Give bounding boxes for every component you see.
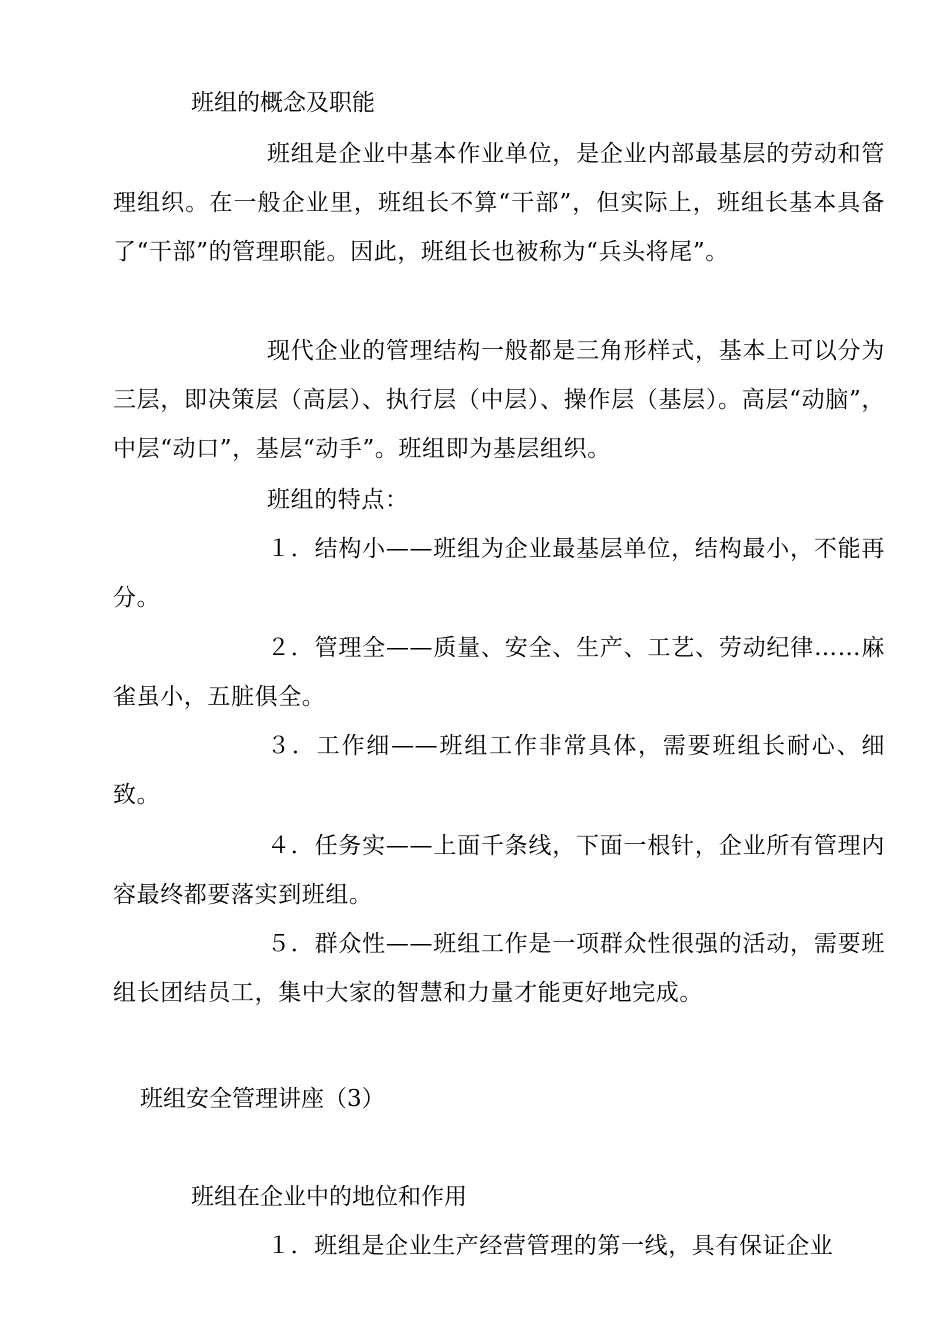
feature-item-1: １．结构小——班组为企业最基层单位，结构最小，不能再分。 [113, 536, 885, 611]
feature-item-4: ４．任务实——上面千条线，下面一根针，企业所有管理内容最终都要落实到班组。 [113, 833, 885, 908]
feature-item-5: ５．群众性——班组工作是一项群众性很强的活动，需要班组长团结员工，集中大家的智慧和力量才能更好地完成。 [113, 931, 885, 1006]
section-title-role: 班组在企业中的地位和作用 [191, 1184, 467, 1210]
paragraph-definition: 班组是企业中基本作业单位，是企业内部最基层的劳动和管理组织。在一般企业里，班组长不算“干部”，但实际上，班组长基本具备了“干部”的管理职能。因此，班组长也被称为“兵头将尾”。 [113, 141, 885, 265]
section-title-concept: 班组的概念及职能 [191, 90, 375, 116]
paragraph-features-intro: 班组的特点： [267, 487, 409, 513]
paragraph-structure: 现代企业的管理结构一般都是三角形样式，基本上可以分为三层，即决策层（高层）、执行层（中层）、操作层（基层）。高层“动脑”，中层“动口”，基层“动手”。班组即为基层组织。 [113, 338, 885, 462]
feature-item-3: ３．工作细——班组工作非常具体，需要班组长耐心、细致。 [113, 733, 885, 808]
paragraph-role-1: １．班组是企业生产经营管理的第一线，具有保证企业 [267, 1233, 834, 1259]
lecture-title: 班组安全管理讲座（3） [140, 1086, 385, 1112]
feature-item-2: ２．管理全——质量、安全、生产、工艺、劳动纪律……麻雀虽小，五脏俱全。 [113, 635, 885, 710]
